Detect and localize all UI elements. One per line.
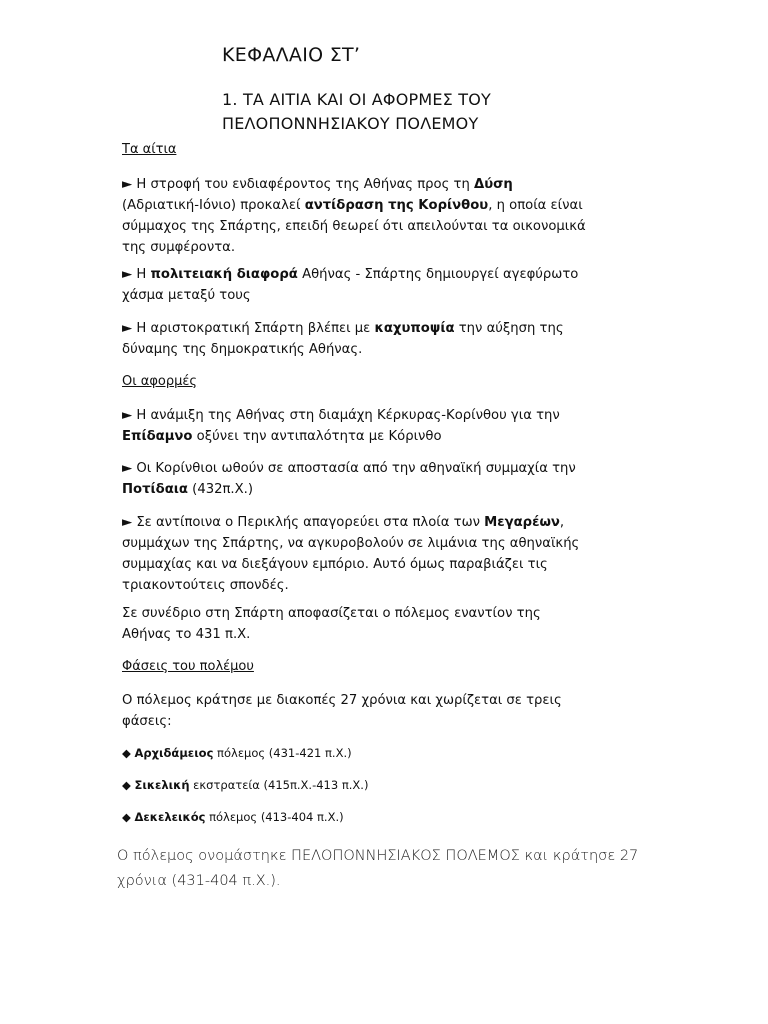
cause-1-bold-west: Δύση [474,177,513,192]
cause-paragraph-1 [122,174,592,258]
phase-3-rest: πόλεμος (413-404 π.Χ.) [205,810,344,824]
occasion-3-bold: Μεγαρέων [484,515,560,530]
cause-3-text-a: ► Η αριστοκρατική Σπάρτη βλέπει με [122,321,375,336]
phase-1-name: Αρχιδάμειος [134,746,214,760]
cause-1-text-c: (Αδριατική-Ιόνιο) προκαλεί [122,198,305,213]
section-heading-line-2: ΠΕΛΟΠΟΝΝΗΣΙΑΚΟΥ ΠΟΛΕΜΟΥ [222,114,479,133]
cause-1-bold-corinth: αντίδραση της Κορίνθου [304,198,489,213]
phase-item-2 [122,776,592,794]
section-heading [222,88,552,136]
closing-statement: Ο πόλεμος ονομάστηκε ΠΕΛΟΠΟΝΝΗΣΙΑΚΟΣ ΠΟΛΕΜΟΣ και κράτησε 27 χρόνια (431-404 π.Χ.). [117,848,639,889]
phases-heading: Φάσεις του πολέμου [122,659,254,674]
phase-2-name: Σικελική [134,778,190,792]
occasion-2-text-c: (432π.Χ.) [187,482,253,497]
war-decision-paragraph: Σε συνέδριο στη Σπάρτη αποφασίζεται ο πόλεμος εναντίον της Αθήνας το 431 π.Χ. [122,606,541,642]
occasion-3-text-a: ► Σε αντίποινα ο Περικλής απαγορεύει στα πλοία των [122,515,485,530]
occasion-2-bold: Ποτίδαια [122,482,188,497]
occasion-paragraph-3 [122,512,592,596]
occasion-paragraph-1 [122,405,592,447]
section-heading-line-1: 1. ΤΑ ΑΙΤΙΑ ΚΑΙ ΟΙ ΑΦΟΡΜΕΣ ΤΟΥ [222,90,492,109]
causes-heading: Τα αίτια [122,142,177,157]
cause-1-text-d: , η οποία είναι σύμμαχος της Σπάρτης, επειδή θεωρεί ότι απειλούνται τα οικονομικά της συμφέροντα. [122,198,586,255]
phase-1-rest: πόλεμος (431-421 π.Χ.) [213,746,352,760]
cause-paragraph-2 [122,264,592,306]
occasion-1-text-a: ► Η ανάμιξη της Αθήνας στη διαμάχη Κέρκυρας-Κορίνθου για την [122,408,560,423]
cause-2-bold: πολιτειακή διαφορά [150,267,298,282]
phases-intro: Ο πόλεμος κράτησε με διακοπές 27 χρόνια και χωρίζεται σε τρεις φάσεις: [122,693,562,729]
phase-3-name: Δεκελεικός [134,810,206,824]
cause-1-text-a: ► Η στροφή του ενδιαφέροντος της Αθήνας προς τη [122,177,475,192]
occasion-1-text-c: οξύνει την αντιπαλότητα με Κόρινθο [192,429,442,444]
cause-paragraph-3 [122,318,592,360]
phase-bullet-icon: ◆ [122,746,135,760]
occasion-paragraph-2 [122,458,592,500]
cause-2-text-c: Αθήνας - Σπάρτης δημιουργεί αγεφύρωτο χάσμα μεταξύ τους [122,267,579,303]
occasions-heading: Οι αφορμές [122,374,198,389]
phase-item-1 [122,744,592,762]
phase-bullet-icon: ◆ [122,778,135,792]
cause-2-text-a: ► Η [122,267,151,282]
phase-bullet-icon: ◆ [122,810,135,824]
occasion-3-text-c: , συμμάχων της Σπάρτης, να αγκυροβολούν σε λιμάνια της αθηναϊκής συμμαχίας και να διεξάγουν εμπόριο. Αυτό όμως παραβιάζει τις τριακοντούτεις σπονδές. [122,515,580,593]
phase-item-3 [122,808,592,826]
chapter-title: ΚΕΦΑΛΑΙΟ ΣΤ’ [222,44,361,66]
phase-2-rest: εκστρατεία (415π.Χ.-413 π.Χ.) [189,778,369,792]
cause-3-text-c: την αύξηση της δύναμης της δημοκρατικής Αθήνας. [122,321,564,357]
occasion-1-bold: Επίδαμνο [122,429,193,444]
occasion-2-text-a: ► Οι Κορίνθιοι ωθούν σε αποστασία από την αθηναϊκή συμμαχία την [122,461,576,476]
cause-3-bold: καχυποψία [374,321,455,336]
